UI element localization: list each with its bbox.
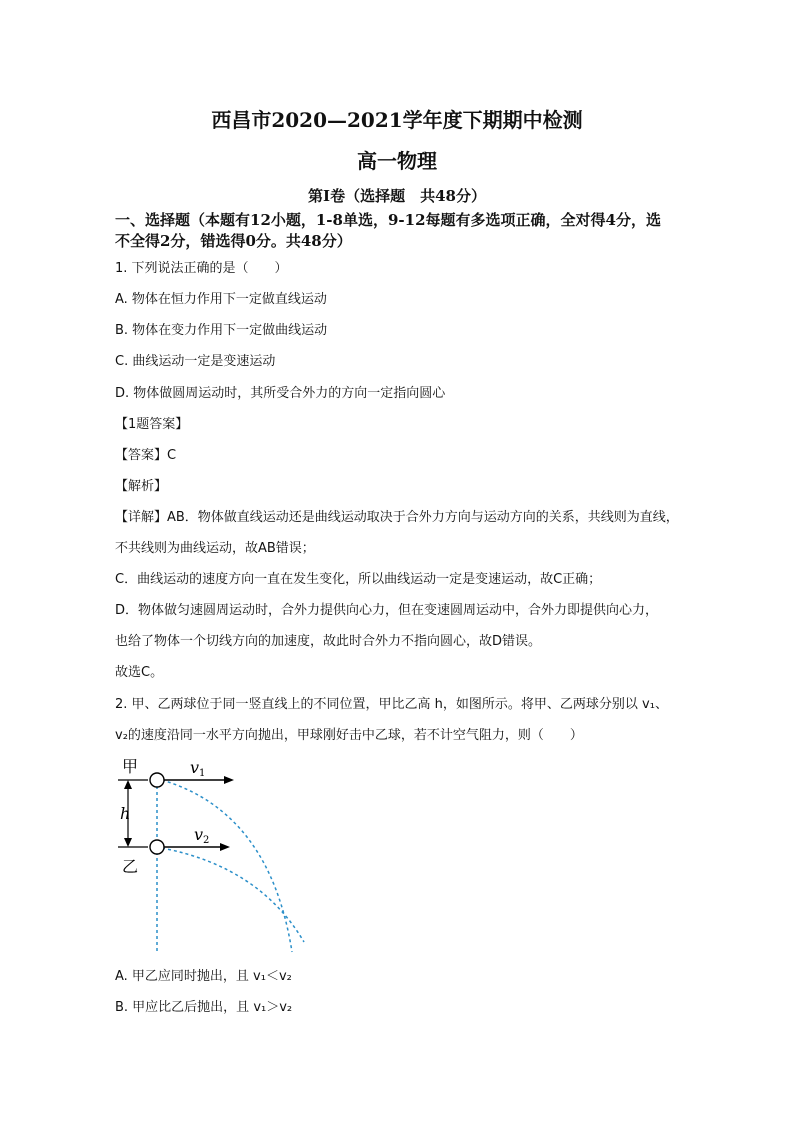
ball-yi [150, 840, 164, 854]
q1-detail-line3: C．曲线运动的速度方向一直在发生变化，所以曲线运动一定是变速运动，故C正确； [115, 572, 602, 587]
q1-option-a: A. 物体在恒力作用下一定做直线运动 [115, 292, 327, 307]
label-jia: 甲 [122, 757, 139, 776]
label-v1-sub: 1 [199, 768, 206, 779]
h-arrowhead-bottom [124, 838, 132, 847]
projectile-figure [110, 752, 320, 957]
label-h: h [120, 804, 131, 823]
v1-arrowhead [224, 776, 234, 784]
q1-detail-line6: 故选C。 [115, 665, 164, 680]
q1-option-d: D. 物体做圆周运动时，其所受合外力的方向一定指向圆心 [115, 386, 446, 401]
v2-arrowhead [220, 843, 230, 851]
subject-title: 高一物理 [357, 149, 437, 173]
section-heading-line2: 不全得2分，错选得0分。共48分） [115, 232, 352, 250]
ball-jia [150, 773, 164, 787]
h-arrowhead-top [124, 780, 132, 789]
label-v2: v [194, 825, 204, 844]
q1-detail-line5: 也给了物体一个切线方向的加速度，故此时合外力不指向圆心，故D错误。 [115, 634, 542, 649]
q2-stem-line1: 2. 甲、乙两球位于同一竖直线上的不同位置，甲比乙高 h，如图所示。将甲、乙两球分别以 v₁、 [115, 697, 668, 712]
label-v2-sub: 2 [203, 835, 210, 846]
label-yi: 乙 [122, 857, 139, 876]
q1-detail-line1: 【详解】AB．物体做直线运动还是曲线运动取决于合外力方向与运动方向的关系，共线则为直线， [115, 510, 679, 525]
q2-stem-line2: v₂的速度沿同一水平方向抛出，甲球刚好击中乙球，若不计空气阻力，则（ ） [115, 728, 583, 743]
q1-detail-line2: 不共线则为曲线运动，故AB错误； [115, 541, 315, 556]
exam-title: 西昌市2020—2021学年度下期期中检测 [211, 108, 583, 132]
q1-answer-tag: 【1题答案】 [115, 417, 189, 432]
q1-option-b: B. 物体在变力作用下一定做曲线运动 [115, 323, 328, 338]
q1-stem: 1. 下列说法正确的是（ ） [115, 261, 288, 276]
part-title: 第Ⅰ卷（选择题 共48分） [308, 187, 486, 205]
trajectory-yi [162, 848, 304, 942]
section-heading-line1: 一、选择题（本题有12小题，1-8单选，9-12每题有多选项正确，全对得4分，选 [115, 211, 661, 229]
q1-detail-line4: D．物体做匀速圆周运动时，合外力提供向心力，但在变速圆周运动中，合外力即提供向心力， [115, 603, 659, 618]
q1-analysis-label: 【解析】 [115, 479, 168, 494]
q2-option-b: B. 甲应比乙后抛出，且 v₁＞v₂ [115, 1000, 293, 1015]
q2-option-a: A. 甲乙应同时抛出，且 v₁＜v₂ [115, 969, 292, 984]
q1-answer: 【答案】C [115, 448, 177, 463]
label-v1: v [190, 758, 200, 777]
trajectory-jia [162, 780, 292, 952]
q1-option-c: C. 曲线运动一定是变速运动 [115, 354, 276, 369]
